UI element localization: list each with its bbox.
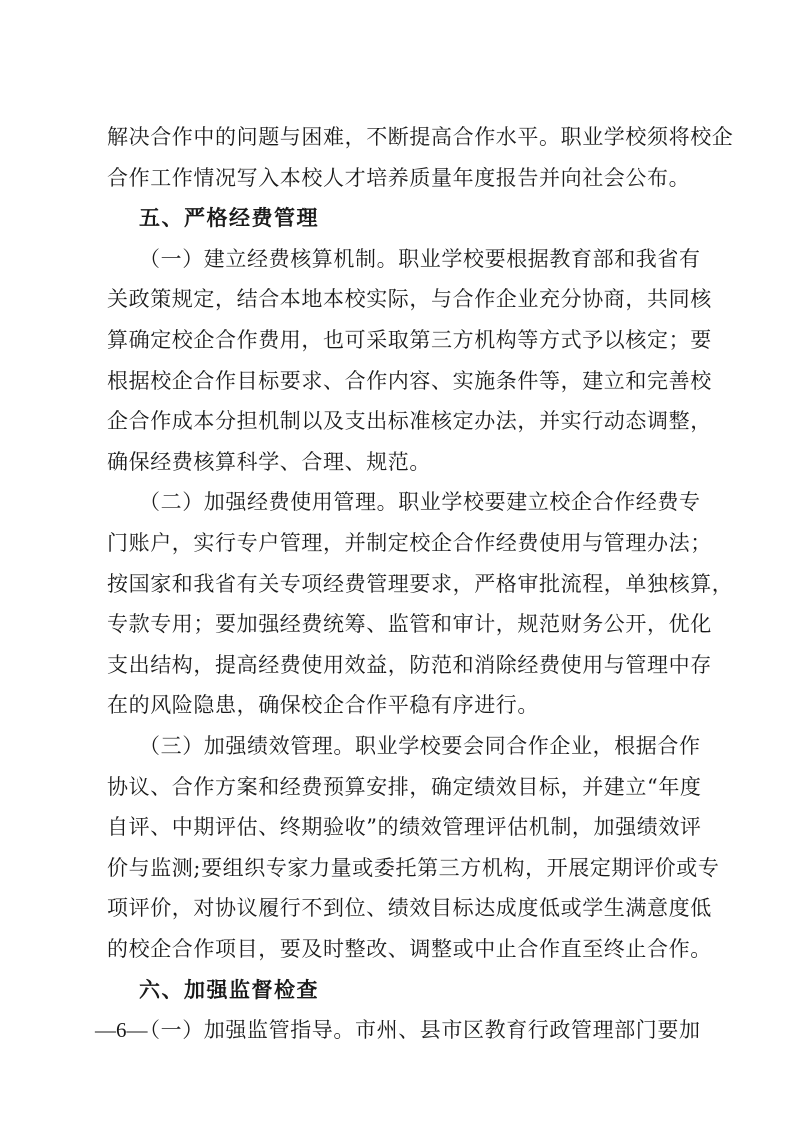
text-line: 关政策规定，结合本地本校实际，与合作企业充分协商，共同核 [107,287,712,311]
text-line: 价与监测;要组织专家力量或委托第三方机构，开展定期评价或专 [107,856,720,880]
paragraph-first-line: （二）加强经费使用管理。职业学校要建立校企合作经费专 [139,490,701,514]
text-line: 解决合作中的问题与困难，不断提高合作水平。职业学校须将校企 [107,125,734,149]
text-line: 自评、中期评估、终期验收”的绩效管理评估机制，加强绩效评 [107,815,702,839]
page-number: —6— [95,1018,148,1042]
text-line: 根据校企合作目标要求、合作内容、实施条件等，建立和完善校 [107,369,712,393]
text-line: 合作工作情况写入本校人才培养质量年度报告并向社会公布。 [107,166,691,190]
text-line: 确保经费核算科学、合理、规范。 [107,450,431,474]
paragraph-first-line: （三）加强绩效管理。职业学校要会同合作企业，根据合作 [139,734,701,758]
text-line: 按国家和我省有关专项经费管理要求，严格审批流程，单独核算， [107,572,734,596]
section-heading: 五、严格经费管理 [139,206,319,230]
text-line: 在的风险隐患，确保校企合作平稳有序进行。 [107,693,539,717]
text-line: 项评价，对协议履行不到位、绩效目标达成度低或学生满意度低 [107,896,712,920]
section-heading: 六、加强监督检查 [139,978,319,1002]
text-line: 专款专用；要加强经费统筹、监管和审计，规范财务公开，优化 [107,612,712,636]
paragraph-first-line: （一）建立经费核算机制。职业学校要根据教育部和我省有 [139,247,701,271]
text-line: 企合作成本分担机制以及支出标准核定办法，并实行动态调整， [107,409,712,433]
paragraph-first-line: （一）加强监管指导。市州、县市区教育行政管理部门要加 [139,1018,701,1042]
text-line: 算确定校企合作费用，也可采取第三方机构等方式予以核定；要 [107,328,712,352]
text-line: 门账户，实行专户管理，并制定校企合作经费使用与管理办法； [107,531,712,555]
text-line: 支出结构，提高经费使用效益，防范和消除经费使用与管理中存 [107,653,712,677]
text-line: 的校企合作项目，要及时整改、调整或中止合作直至终止合作。 [107,937,712,961]
text-line: 协议、合作方案和经费预算安排，确定绩效目标，并建立“年度 [107,775,702,799]
